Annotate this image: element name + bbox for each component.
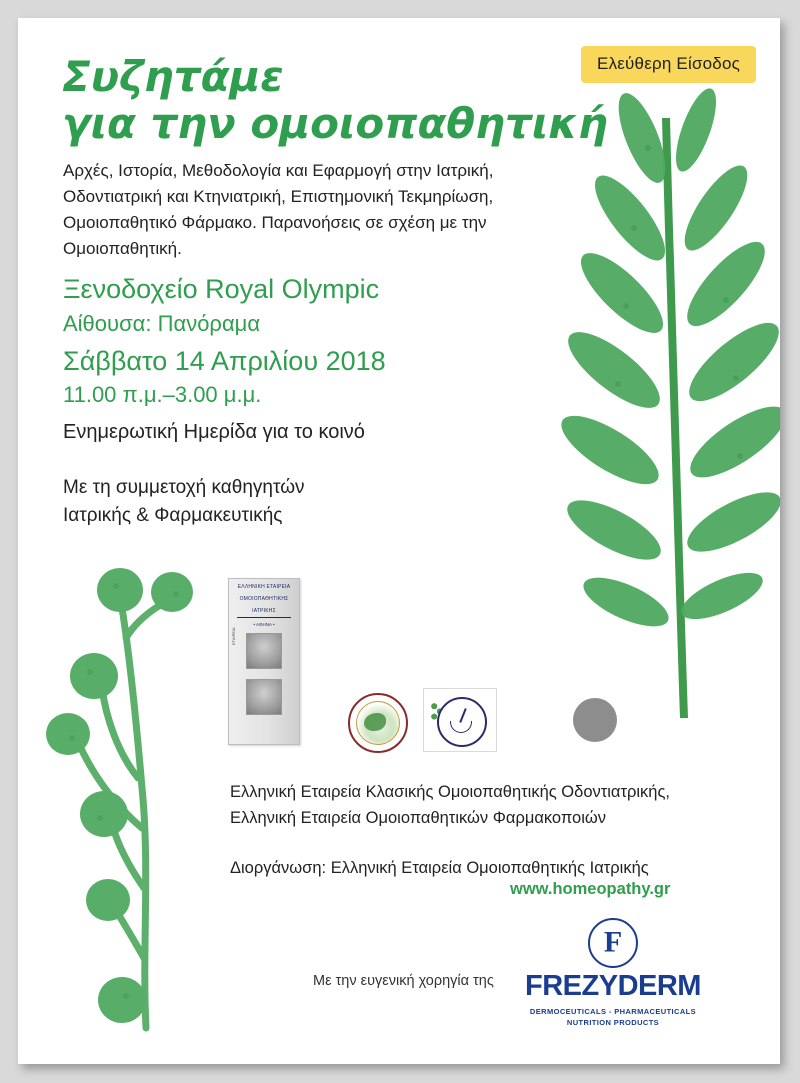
participation-line-1: Με τη συμμετοχή καθηγητών: [63, 477, 305, 498]
sponsor-label: Με την ευγενική χορηγία της: [313, 973, 494, 989]
book-title-line-3: ΙΑΤΡΙΚΗΣ: [252, 607, 276, 614]
book-spine-text: ΕΤΑΙΡΕΙΑ: [231, 627, 236, 645]
society-line-2: Ελληνική Εταιρεία Ομοιοπαθητικών Φαρμακοποιών: [230, 808, 607, 827]
website-link[interactable]: www.homeopathy.gr: [510, 880, 671, 898]
book-title-line-1: ΕΛΛΗΝΙΚΗ ΕΤΑΙΡΕΙΑ: [237, 584, 291, 590]
public-info-day: Ενημερωτική Ημερίδα για το κοινό: [63, 421, 365, 443]
sponsor-name-part-2: DERM: [617, 970, 701, 1002]
event-description: Αρχές, Ιστορία, Μεθοδολογία και Εφαρμογή στην Ιατρική, Οδοντιατρική και Κτηνιατρική, Επιστημονική Τεκμηρίωση, Ομοιοπαθητικό Φάρμακο. Παρανοήσεις σε σχέση με την Ομοιοπαθητική.: [63, 161, 494, 258]
society-book-cover-image: [228, 578, 300, 745]
page-title: [62, 54, 608, 147]
sponsor-name: [518, 972, 708, 1001]
participation-line-2: Ιατρικής & Φαρμακευτικής: [63, 504, 283, 526]
sponsor-logo: [518, 918, 708, 1029]
poster-canvas: [18, 18, 780, 1064]
participating-societies: [230, 780, 670, 831]
event-time: 11.00 π.μ.–3.00 μ.μ.: [63, 381, 262, 407]
botanical-branch-right-decoration: [530, 78, 780, 728]
title-line-2: για την ομοιοπαθητική: [62, 99, 608, 149]
book-divider: [237, 617, 291, 618]
homeopathic-pharmacists-society-logo: [423, 688, 497, 752]
free-entry-badge: Ελεύθερη Είσοδος: [581, 46, 756, 83]
venue-block: [63, 273, 386, 409]
title-line-1: Συζητάμε: [62, 52, 284, 101]
book-title-line-2: ΟΜΟΙΟΠΑΘΗΤΙΚΗΣ: [239, 595, 289, 602]
event-date: Σάββατο 14 Απριλίου 2018: [63, 346, 386, 377]
sponsor-tagline-line-2: NUTRITION PRODUCTS: [566, 1018, 660, 1028]
organizer-text: Διοργάνωση: Ελληνική Εταιρεία Ομοιοπαθητικής Ιατρικής: [230, 859, 649, 877]
book-portrait-top-image: [246, 633, 282, 669]
sponsor-tagline: [518, 1006, 708, 1029]
botanical-plant-left-decoration: [38, 528, 238, 1038]
sponsor-tagline-line-1: DERMOCEUTICALS - PHARMACEUTICALS: [529, 1007, 697, 1016]
book-subtitle: • ΑΘΗΝΑ •: [253, 622, 275, 628]
event-subinfo: [63, 418, 365, 529]
dental-homeopathy-society-logo: [348, 693, 408, 753]
frezyderm-mark-icon: [588, 918, 638, 968]
venue-room: Αίθουσα: Πανόραμα: [63, 310, 261, 336]
society-line-1: Ελληνική Εταιρεία Κλασικής Ομοιοπαθητικής Οδοντιατρικής,: [230, 783, 671, 801]
grey-circle-decoration: [573, 698, 617, 742]
frezyderm-mark-letter: F: [603, 925, 623, 959]
venue-name: Ξενοδοχείο Royal Olympic: [63, 274, 380, 304]
participation-block: [63, 474, 365, 529]
sponsor-name-part-1: FREZY: [525, 970, 618, 1002]
book-portrait-bottom-image: [246, 679, 282, 715]
